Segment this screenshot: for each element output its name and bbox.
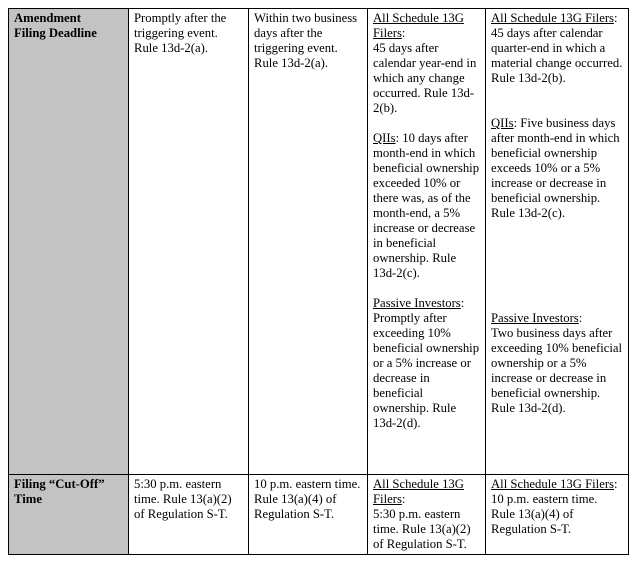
underlined-label: QIIs — [491, 116, 514, 130]
paragraph: Passive Investors: Two business days after exceeding 10% beneficial ownership or a 5% increase or decrease in beneficial ownership. Rule 13d-2(d). — [491, 311, 623, 415]
cell-r1-c3 — [368, 475, 486, 555]
cell-r0-c1 — [129, 9, 249, 475]
paragraph: All Schedule 13G Filers: 5:30 p.m. eastern time. Rule 13(a)(2) of Regulation S-T. — [373, 477, 471, 551]
paragraph: All Schedule 13G Filers: 10 p.m. eastern time. Rule 13(a)(4) of Regulation S-T. — [491, 477, 618, 536]
paragraph: QIIs: 10 days after month-end in which beneficial ownership exceeded 10% or there was, as of the month-end, a 5% increase or decrease in beneficial ownership. Rule 13d-2(c). — [373, 131, 480, 280]
underlined-label: All Schedule 13G Filers — [491, 477, 614, 491]
table-row — [9, 9, 629, 475]
underlined-label: All Schedule 13G Filers — [373, 11, 464, 40]
row-header: Amendment Filing Deadline — [9, 9, 129, 475]
paragraph: Within two business days after the triggering event. Rule 13d-2(a). — [254, 11, 358, 70]
paragraph: All Schedule 13G Filers: 45 days after calendar year-end in which any change occurred. Rule 13d-2(b). — [373, 11, 477, 115]
table-body — [9, 9, 629, 555]
paragraph: Passive Investors: Promptly after exceeding 10% beneficial ownership or a 5% increase or decrease in beneficial ownership. Rule 13d-2(d). — [373, 296, 480, 430]
cell-r1-c4 — [486, 475, 629, 555]
cell-r0-c4 — [486, 9, 629, 475]
row-header: Filing “Cut-Off” Time — [9, 475, 129, 555]
paragraph: All Schedule 13G Filers: 45 days after calendar quarter-end in which a material change occurred. Rule 13d-2(b). — [491, 11, 623, 85]
filing-deadlines-table — [8, 8, 629, 555]
underlined-label: All Schedule 13G Filers — [373, 477, 464, 506]
underlined-label: Passive Investors — [373, 296, 461, 310]
underlined-label: Passive Investors — [491, 311, 579, 325]
cell-r1-c1 — [129, 475, 249, 555]
underlined-label: All Schedule 13G Filers — [491, 11, 614, 25]
cell-r1-c2 — [249, 475, 368, 555]
underlined-label: QIIs — [373, 131, 396, 145]
table-row — [9, 475, 629, 555]
cell-r0-c3 — [368, 9, 486, 475]
cell-r0-c2 — [249, 9, 368, 475]
paragraph: QIIs: Five business days after month-end in which beneficial ownership exceeds 10% or a 5% increase or decrease in beneficial ownership. Rule 13d-2(c). — [491, 116, 620, 220]
paragraph: 5:30 p.m. eastern time. Rule 13(a)(2) of Regulation S-T. — [134, 477, 232, 521]
paragraph: 10 p.m. eastern time. Rule 13(a)(4) of Regulation S-T. — [254, 477, 361, 521]
paragraph: Promptly after the triggering event. Rule 13d-2(a). — [134, 11, 227, 55]
